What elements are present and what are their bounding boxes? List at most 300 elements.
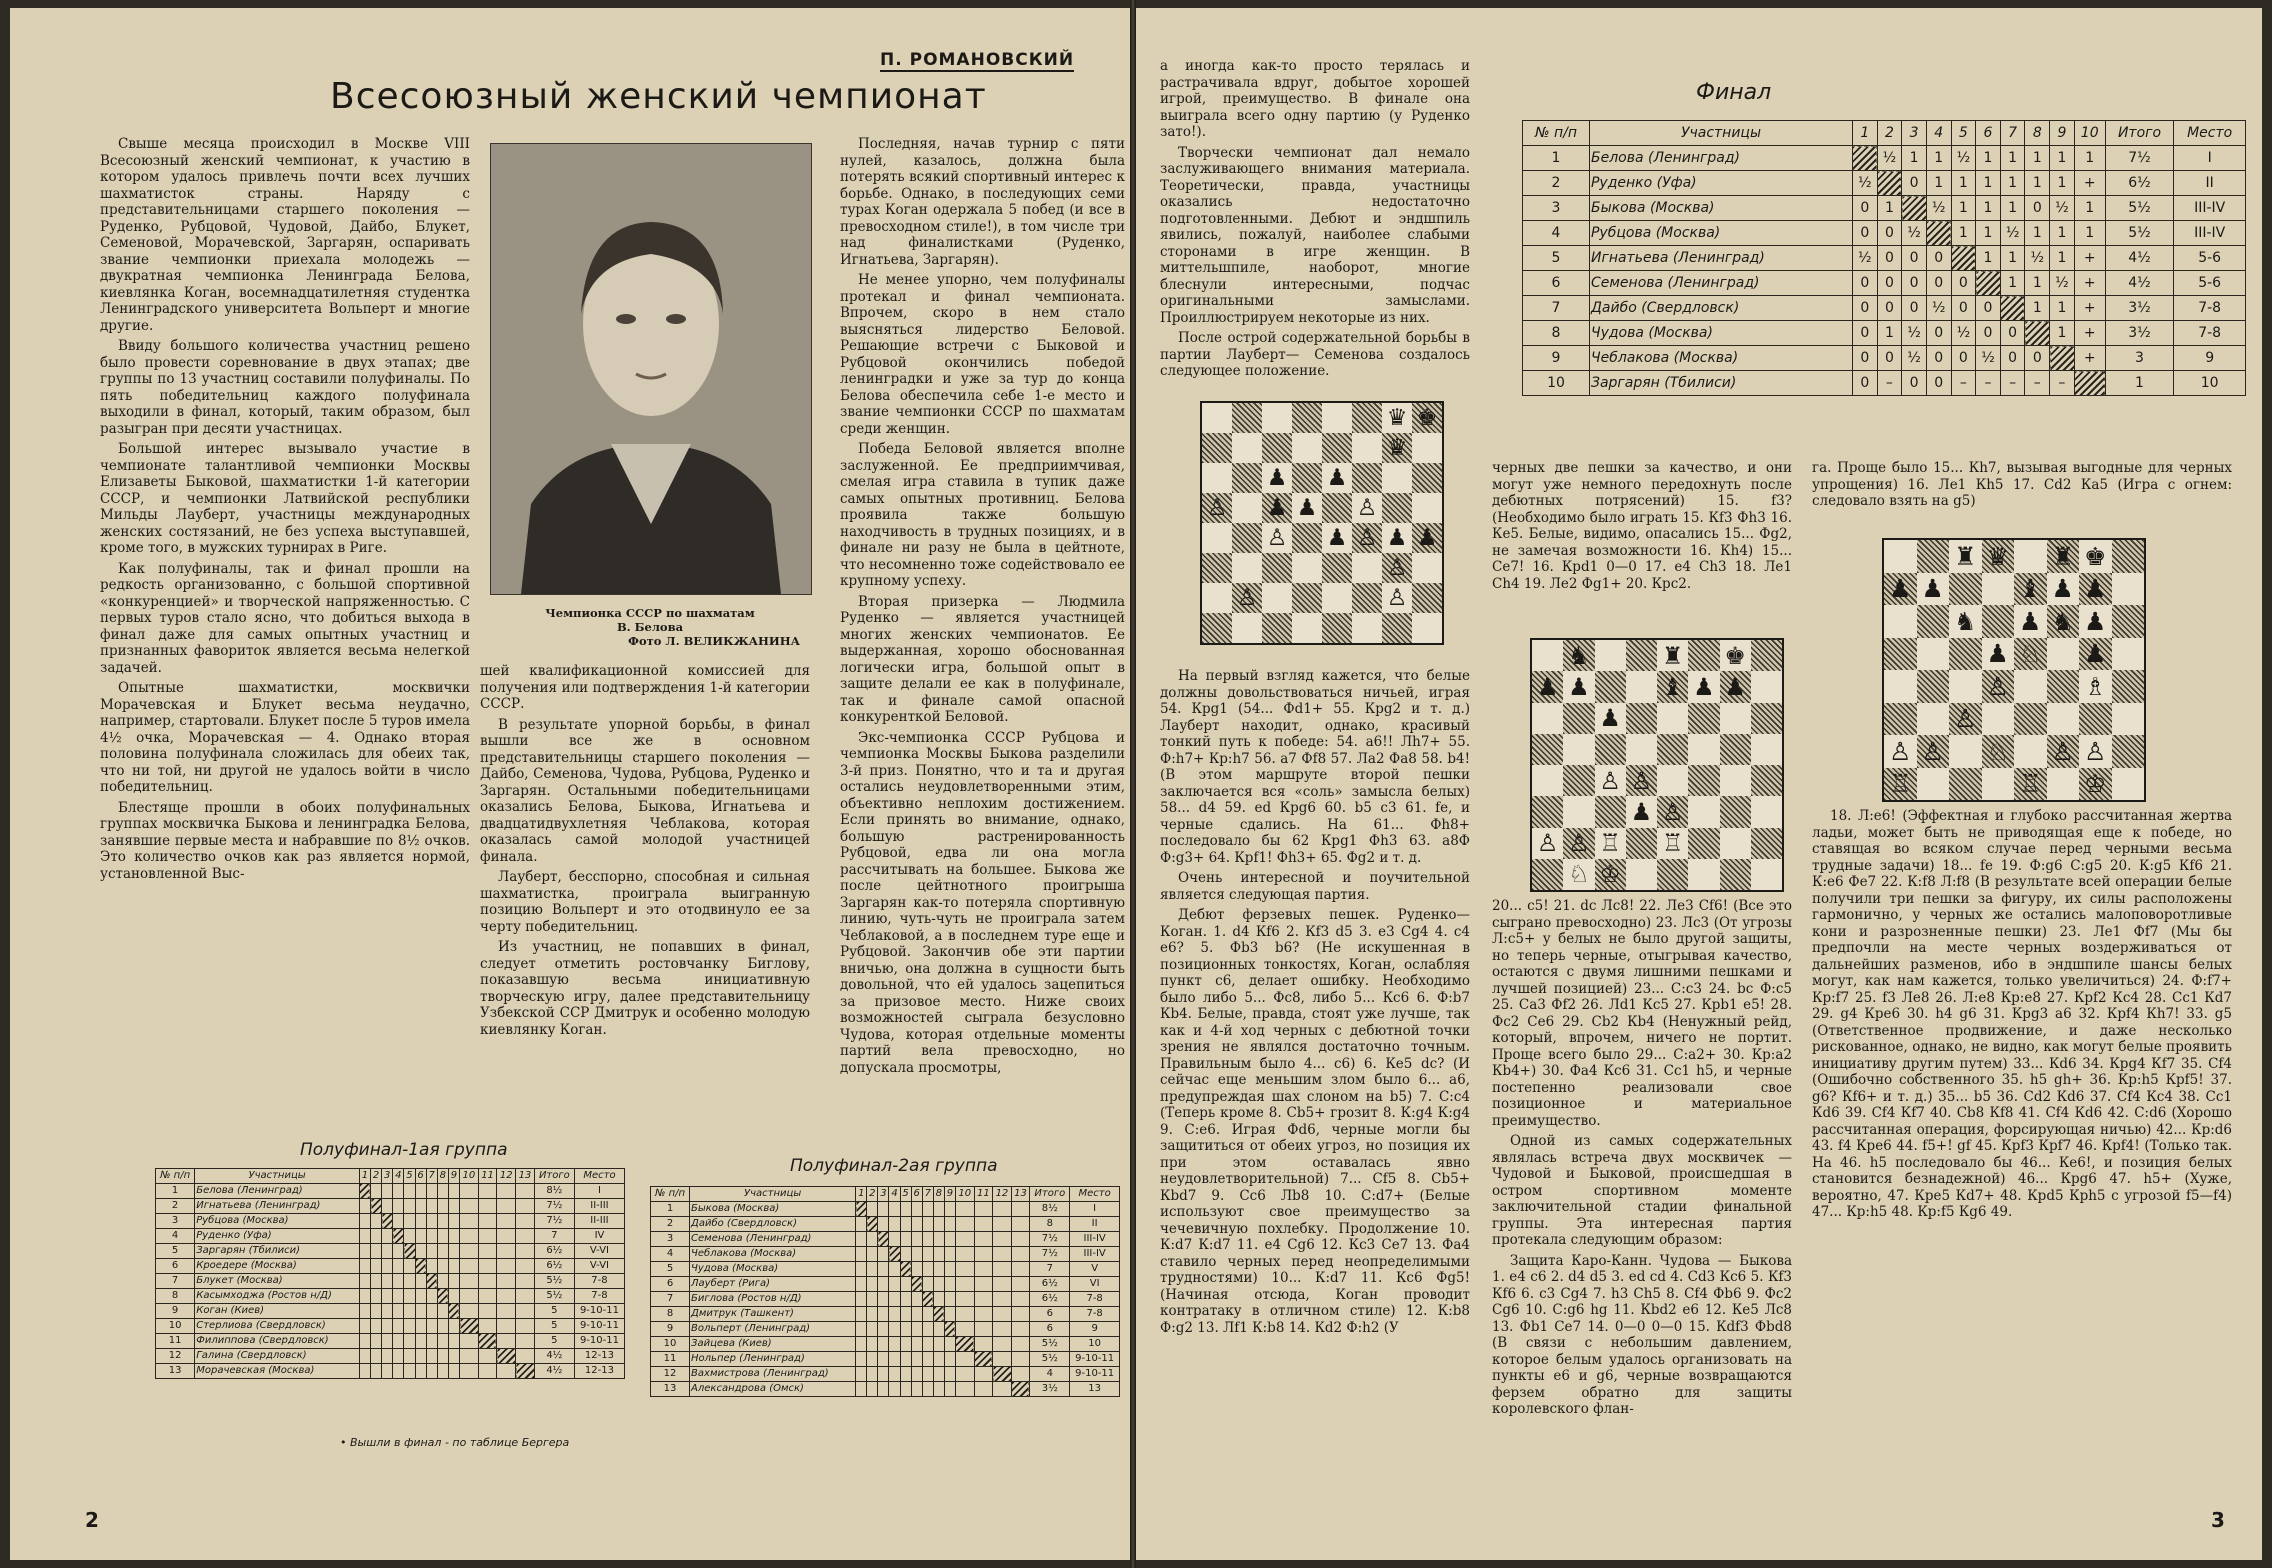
page-number: 3 xyxy=(2211,1508,2225,1532)
board-square xyxy=(1982,735,2015,768)
board-square xyxy=(1232,553,1262,583)
column-header: 13 xyxy=(1011,1187,1030,1202)
participant-name: Игнатьева (Ленинград) xyxy=(1589,246,1852,271)
score-cell xyxy=(497,1349,516,1364)
paragraph: черных две пешки за качество, и они могут уже немного передохнуть после дебютных потрясений) 15. f3? (Необходимо было играть 15. Кf3 Фh3 16. Кe5. Белые, видимо, опасались 15... Фg2, не замечая возможности 16. Кh4) 15... Сe7! 16. Крd1 0—0 17. e4 Сh3 18. Лe1 Сh4 19. Лe2 Фg1+ 20. Крc2. xyxy=(1492,460,1792,592)
chess-piece-icon: ♟ xyxy=(1536,672,1559,701)
score-cell xyxy=(974,1307,993,1322)
board-square xyxy=(1262,463,1292,493)
board-square xyxy=(1595,734,1626,765)
score-cell xyxy=(393,1289,404,1304)
score-cell xyxy=(404,1184,415,1199)
score-cell xyxy=(448,1214,459,1229)
score-cell xyxy=(404,1304,415,1319)
board-square xyxy=(1563,734,1594,765)
table-row xyxy=(156,1304,625,1319)
participant-name: Семенова (Ленинград) xyxy=(690,1232,856,1247)
board-square xyxy=(1949,605,1982,638)
score-cell xyxy=(911,1247,922,1262)
column-header: 5 xyxy=(900,1187,911,1202)
score-cell: 1 xyxy=(2050,321,2075,346)
score-cell xyxy=(974,1352,993,1367)
chess-piece-icon: ♟ xyxy=(1889,574,1912,604)
board-square xyxy=(1563,828,1594,859)
score-cell: – xyxy=(1976,371,2001,396)
score-cell xyxy=(922,1262,933,1277)
participant-name: Вольперт (Ленинград) xyxy=(690,1322,856,1337)
score-cell xyxy=(955,1352,974,1367)
board-square xyxy=(1657,859,1688,890)
board-square xyxy=(2014,768,2047,801)
score-cell xyxy=(393,1244,404,1259)
board-square xyxy=(2112,573,2145,606)
score-cell xyxy=(944,1247,955,1262)
score-cell xyxy=(974,1367,993,1382)
participant-name: Чеблакова (Москва) xyxy=(1589,346,1852,371)
place: I xyxy=(2174,146,2246,171)
score-cell xyxy=(878,1232,889,1247)
table-row xyxy=(156,1229,625,1244)
board-square xyxy=(2014,573,2047,606)
board-square xyxy=(1322,493,1352,523)
score-cell xyxy=(889,1262,900,1277)
participant-name: Чудова (Москва) xyxy=(1589,321,1852,346)
score-cell xyxy=(497,1334,516,1349)
score-cell xyxy=(955,1367,974,1382)
board-square xyxy=(1202,463,1232,493)
score-cell xyxy=(1951,246,1976,271)
board-square xyxy=(2014,670,2047,703)
participant-name: Быкова (Москва) xyxy=(690,1202,856,1217)
board-square xyxy=(1884,670,1917,703)
score-cell xyxy=(426,1319,437,1334)
score-cell xyxy=(911,1367,922,1382)
score-cell xyxy=(437,1304,448,1319)
column-header: 6 xyxy=(1976,121,2001,146)
score-cell xyxy=(404,1274,415,1289)
score-cell xyxy=(933,1217,944,1232)
score-cell xyxy=(497,1184,516,1199)
score-cell xyxy=(867,1367,878,1382)
score-cell xyxy=(497,1199,516,1214)
place: 9-10-11 xyxy=(1070,1352,1120,1367)
column-header: 10 xyxy=(460,1169,479,1184)
score-cell xyxy=(922,1322,933,1337)
board-square xyxy=(2079,638,2112,671)
score-cell xyxy=(437,1199,448,1214)
chess-piece-icon: ♙ xyxy=(2051,736,2074,766)
score-cell xyxy=(955,1277,974,1292)
score-cell xyxy=(993,1307,1012,1322)
place: III-IV xyxy=(2174,221,2246,246)
place: III-IV xyxy=(1070,1232,1120,1247)
score-cell xyxy=(856,1322,867,1337)
column-header: 8 xyxy=(437,1169,448,1184)
score-cell xyxy=(900,1217,911,1232)
place: 7-8 xyxy=(574,1289,624,1304)
board-square xyxy=(2079,703,2112,736)
table-row xyxy=(156,1319,625,1334)
column-header: 6 xyxy=(415,1169,426,1184)
place: II-III xyxy=(574,1199,624,1214)
score-cell xyxy=(393,1259,404,1274)
score-cell xyxy=(933,1307,944,1322)
score-cell: 1 xyxy=(2000,171,2025,196)
score-cell: ½ xyxy=(1852,171,1877,196)
score-cell xyxy=(460,1229,479,1244)
board-square xyxy=(1751,859,1782,890)
score-cell: 0 xyxy=(1852,321,1877,346)
chess-piece-icon: ♛ xyxy=(1986,541,2009,571)
chess-piece-icon: ♟ xyxy=(1326,524,1348,551)
score-cell: 0 xyxy=(1926,271,1951,296)
score-cell: + xyxy=(2074,321,2105,346)
place: 5-6 xyxy=(2174,271,2246,296)
board-square xyxy=(1949,573,1982,606)
score-cell xyxy=(974,1217,993,1232)
board-square xyxy=(1202,433,1232,463)
score-cell xyxy=(2074,371,2105,396)
score-cell xyxy=(911,1382,922,1397)
score-cell xyxy=(478,1349,497,1364)
score-cell xyxy=(878,1262,889,1277)
chess-diagram-chudova-bykova xyxy=(1882,538,2146,802)
score-cell xyxy=(944,1322,955,1337)
column-header: 13 xyxy=(516,1169,535,1184)
board-square xyxy=(2047,573,2080,606)
board-square xyxy=(1884,703,1917,736)
score-cell xyxy=(1011,1277,1030,1292)
board-square xyxy=(1563,765,1594,796)
semifinal-2-table xyxy=(650,1186,1120,1397)
row-number: 4 xyxy=(156,1229,195,1244)
chess-piece-icon: ♜ xyxy=(1661,641,1684,670)
left-column-3 xyxy=(840,136,1125,1080)
score-cell: 1 xyxy=(1902,146,1927,171)
chess-piece-icon: ♟ xyxy=(1921,574,1944,604)
score-cell xyxy=(448,1199,459,1214)
paragraph: Очень интересной и поучительной является следующая партия. xyxy=(1160,870,1470,903)
row-number: 12 xyxy=(156,1349,195,1364)
board-square xyxy=(1751,671,1782,702)
board-square xyxy=(2112,540,2145,573)
score-cell xyxy=(900,1262,911,1277)
board-square xyxy=(1292,493,1322,523)
board-square xyxy=(1884,735,1917,768)
board-square xyxy=(1626,703,1657,734)
board-square xyxy=(1322,553,1352,583)
score-cell xyxy=(359,1199,370,1214)
score-cell xyxy=(516,1199,535,1214)
score-cell: – xyxy=(1951,371,1976,396)
right-column-3-top xyxy=(1812,460,2232,514)
board-square xyxy=(1657,734,1688,765)
board-square xyxy=(1412,493,1442,523)
table-row xyxy=(1523,346,2246,371)
score-cell xyxy=(974,1382,993,1397)
board-square xyxy=(2047,703,2080,736)
score-cell xyxy=(404,1334,415,1349)
board-square xyxy=(1720,734,1751,765)
column-header: 7 xyxy=(2000,121,2025,146)
board-square xyxy=(1982,605,2015,638)
board-square xyxy=(1595,640,1626,671)
score-cell xyxy=(889,1367,900,1382)
score-cell xyxy=(993,1202,1012,1217)
score-cell xyxy=(889,1217,900,1232)
board-square xyxy=(1292,523,1322,553)
total-points: 7½ xyxy=(2105,146,2174,171)
table-row xyxy=(156,1199,625,1214)
left-column-2 xyxy=(480,663,810,1042)
score-cell xyxy=(460,1184,479,1199)
chess-piece-icon: ♙ xyxy=(1386,584,1408,611)
score-cell xyxy=(993,1337,1012,1352)
board-square xyxy=(1688,828,1719,859)
chess-piece-icon: ♟ xyxy=(2084,606,2107,636)
board-square xyxy=(1917,540,1950,573)
score-cell xyxy=(900,1247,911,1262)
board-square xyxy=(1232,583,1262,613)
chess-piece-icon: ♟ xyxy=(1568,672,1590,701)
total-points: 3½ xyxy=(2105,296,2174,321)
score-cell: + xyxy=(2074,246,2105,271)
table-row xyxy=(651,1322,1120,1337)
board-square xyxy=(1532,765,1563,796)
board-square xyxy=(2047,735,2080,768)
board-square xyxy=(1626,859,1657,890)
place: 12-13 xyxy=(574,1364,624,1379)
score-cell xyxy=(867,1307,878,1322)
chess-piece-icon: ♙ xyxy=(1236,584,1258,611)
chess-piece-icon: ♟ xyxy=(1599,704,1621,733)
score-cell xyxy=(867,1262,878,1277)
score-cell xyxy=(878,1322,889,1337)
column-header: Место xyxy=(1070,1187,1120,1202)
score-cell xyxy=(415,1214,426,1229)
score-cell xyxy=(478,1334,497,1349)
score-cell xyxy=(382,1184,393,1199)
score-cell xyxy=(393,1214,404,1229)
chess-piece-icon: ♙ xyxy=(1889,736,1912,766)
row-number: 9 xyxy=(1523,346,1590,371)
participant-name: Лауберт (Рига) xyxy=(690,1277,856,1292)
board-square xyxy=(1982,573,2015,606)
score-cell xyxy=(889,1277,900,1292)
score-cell xyxy=(478,1259,497,1274)
score-cell xyxy=(426,1259,437,1274)
total-points: 4 xyxy=(1030,1367,1070,1382)
total-points: 5 xyxy=(534,1304,574,1319)
score-cell xyxy=(856,1202,867,1217)
place: 12-13 xyxy=(574,1349,624,1364)
score-cell xyxy=(426,1334,437,1349)
semifinal-footnote: • Вышли в финал - по таблице Бергера xyxy=(340,1436,570,1449)
row-number: 7 xyxy=(651,1292,690,1307)
score-cell xyxy=(404,1199,415,1214)
board-square xyxy=(2047,605,2080,638)
chess-piece-icon: ♟ xyxy=(2019,606,2042,636)
paragraph: га. Проще было 15... Кh7, вызывая выгодные для черных упрощения) 16. Лe1 Кh5 17. Сd2 Кa5 (Игра с огнем: следовало взять на g5) xyxy=(1812,460,2232,509)
chess-piece-icon: ♙ xyxy=(1386,554,1408,581)
page-number: 2 xyxy=(85,1508,99,1532)
score-cell xyxy=(516,1274,535,1289)
column-header: № п/п xyxy=(156,1169,195,1184)
place: III-IV xyxy=(2174,196,2246,221)
score-cell xyxy=(911,1292,922,1307)
row-number: 3 xyxy=(156,1214,195,1229)
participant-name: Зайцева (Киев) xyxy=(690,1337,856,1352)
score-cell xyxy=(922,1232,933,1247)
chess-piece-icon: ♙ xyxy=(1986,671,2009,701)
score-cell xyxy=(922,1277,933,1292)
chess-piece-icon: ♙ xyxy=(2084,736,2107,766)
board-square xyxy=(1262,523,1292,553)
chess-piece-icon: ♙ xyxy=(1599,766,1621,795)
score-cell xyxy=(415,1184,426,1199)
column-header: 3 xyxy=(1902,121,1927,146)
score-cell xyxy=(933,1232,944,1247)
participant-name: Вахмистрова (Ленинград) xyxy=(690,1367,856,1382)
row-number: 13 xyxy=(651,1382,690,1397)
chess-piece-icon: ♖ xyxy=(1661,829,1684,858)
score-cell xyxy=(415,1349,426,1364)
score-cell xyxy=(911,1307,922,1322)
table-row xyxy=(1523,296,2246,321)
score-cell xyxy=(497,1289,516,1304)
board-square xyxy=(1563,640,1594,671)
total-points: 6½ xyxy=(1030,1277,1070,1292)
score-cell xyxy=(359,1244,370,1259)
score-cell xyxy=(371,1259,382,1274)
board-square xyxy=(1532,640,1563,671)
score-cell xyxy=(516,1244,535,1259)
total-points: 5 xyxy=(534,1319,574,1334)
chess-piece-icon: ♙ xyxy=(1921,736,1944,766)
table-row xyxy=(1523,246,2246,271)
board-square xyxy=(1202,403,1232,433)
score-cell xyxy=(448,1229,459,1244)
score-cell: 1 xyxy=(2000,271,2025,296)
board-square xyxy=(1532,796,1563,827)
column-header: Место xyxy=(574,1169,624,1184)
board-square xyxy=(2047,768,2080,801)
participant-name: Белова (Ленинград) xyxy=(1589,146,1852,171)
total-points: 4½ xyxy=(2105,246,2174,271)
score-cell: 1 xyxy=(2050,296,2075,321)
score-cell: 0 xyxy=(2000,346,2025,371)
board-square xyxy=(1949,735,1982,768)
right-column-2-top xyxy=(1492,460,1792,596)
final-title: Финал xyxy=(1696,80,1772,105)
score-cell: 1 xyxy=(2000,196,2025,221)
paragraph: Не менее упорно, чем полуфиналы протекал и финал чемпионата. Впрочем, скоро в нем стало выясняться лидерство Беловой. Решающие встречи с Быковой и Рубцовой окончились победой ленинградки и уже за тур до конца Белова обеспечила себе 1-е место и звание чемпионки СССР по шахматам среди женщин. xyxy=(840,272,1125,437)
score-cell xyxy=(359,1349,370,1364)
chess-piece-icon: ♙ xyxy=(1661,797,1684,826)
row-number: 4 xyxy=(651,1247,690,1262)
participant-name: Рубцова (Москва) xyxy=(195,1214,360,1229)
place: 9-10-11 xyxy=(574,1334,624,1349)
score-cell xyxy=(460,1319,479,1334)
score-cell: 0 xyxy=(1852,196,1877,221)
score-cell xyxy=(359,1364,370,1379)
board-square xyxy=(1352,583,1382,613)
paragraph: шей квалификационной комиссией для получения или подтверждения 1-й категории СССР. xyxy=(480,663,810,712)
paragraph: В результате упорной борьбы, в финал вышли все же в основном представительницы старшего поколения — Дайбо, Семенова, Чудова, Рубцова, Руденко и Заргарян. Остальными победительницами оказались Белова, Быкова, Игнатьева и двадцатидвухлетняя Чеблакова, которая оказалась самой молодой участницей финала. xyxy=(480,716,810,865)
score-cell xyxy=(359,1334,370,1349)
score-cell: ½ xyxy=(1902,346,1927,371)
score-cell xyxy=(437,1244,448,1259)
score-cell xyxy=(359,1274,370,1289)
score-cell xyxy=(497,1364,516,1379)
chess-piece-icon: ♗ xyxy=(2084,671,2107,701)
score-cell xyxy=(359,1184,370,1199)
column-header: 2 xyxy=(371,1169,382,1184)
board-square xyxy=(1202,583,1232,613)
board-square xyxy=(1202,553,1232,583)
paragraph: Свыше месяца происходил в Москве VIII Всесоюзный женский чемпионат, к участию в котором удалось привлечь почти всех лучших шахматисток страны. Наряду с представительницами старшего поколения —Руденко, Рубцовой, Чудовой, Дайбо, Блукет, Семеновой, Морачевской, Заргарян, оспаривать звание чемпионки приехала молодежь — двукратная чемпионка Ленинграда Белова, киевлянка Коган, восемнадцатилетняя студентка Ленинградского университета Вольперт и многие другие. xyxy=(100,136,470,334)
total-points: 7½ xyxy=(1030,1247,1070,1262)
score-cell xyxy=(878,1337,889,1352)
board-square xyxy=(1688,671,1719,702)
score-cell xyxy=(933,1277,944,1292)
row-number: 8 xyxy=(1523,321,1590,346)
score-cell xyxy=(415,1229,426,1244)
score-cell: 1 xyxy=(2000,246,2025,271)
score-cell xyxy=(460,1214,479,1229)
chess-piece-icon: ♙ xyxy=(1206,494,1228,521)
board-square xyxy=(1751,734,1782,765)
board-square xyxy=(1292,433,1322,463)
score-cell xyxy=(993,1367,1012,1382)
chess-piece-icon: ♚ xyxy=(2084,541,2107,571)
score-cell xyxy=(974,1277,993,1292)
chess-piece-icon: ♟ xyxy=(1693,672,1715,701)
score-cell: 1 xyxy=(1976,196,2001,221)
score-cell xyxy=(393,1334,404,1349)
score-cell: 1 xyxy=(2050,246,2075,271)
board-square xyxy=(1917,573,1950,606)
score-cell xyxy=(933,1337,944,1352)
column-header: 12 xyxy=(993,1187,1012,1202)
score-cell xyxy=(393,1199,404,1214)
board-square xyxy=(2112,605,2145,638)
paragraph: Дебют ферзевых пешек. Руденко—Коган. 1. d4 Кf6 2. Кf3 d5 3. e3 Сg4 4. c4 e6? 5. Фb3 b6? (Не искушенная в позиционных тонкостях, Коган, ослабляя пункт с6, делает ошибку. Необходимо было либо 5... Фc8, либо 5... Кc6 6. Ф:b7 Кb4. Белые, правда, стоят уже лучше, так как и 4-й ход черных с дебютной точки зрения не являлся достаточно точным. Правильным было 4... c6) 6. Кe5 dc? (И сейчас еще меньшим злом было 6... a6, предупреждая шах слоном на b5) 7. С:c4 (Теперь кроме 8. Сb5+ грозит 8. К:g4 К:g4 9. С:e6. Играя Фd6, черные могли бы защититься от обеих угроз, но позиция их при этом оставалась явно неудовлетворительной) 7... Сf5 8. Сb5+ Кbd7 9. Сc6 Лb8 10. С:d7+ (Белые используют свое преимущество за чечевичную похлебку. Продолжение 10. К:d7 К:d7 11. e4 Сg6 12. Кс3 Сe7 13. Фa4 ставило черных перед неопределимыми трудностями) 10... К:d7 11. Кc6 Фg5! (Начиная отсюда, Коган проводит контратаку в отличном стиле) 12. К:b8 Ф:g2 13. Лf1 К:b8 14. Кd2 Ф:h2 (У xyxy=(1160,907,1470,1336)
score-cell xyxy=(448,1364,459,1379)
score-cell: 0 xyxy=(1976,296,2001,321)
participant-name: Дайбо (Свердловск) xyxy=(1589,296,1852,321)
board-square xyxy=(2014,638,2047,671)
chess-piece-icon: ♔ xyxy=(1599,860,1621,889)
total-points: 7½ xyxy=(1030,1232,1070,1247)
score-cell xyxy=(497,1319,516,1334)
place: V-VI xyxy=(574,1259,624,1274)
board-square xyxy=(1917,735,1950,768)
score-cell xyxy=(359,1214,370,1229)
board-square xyxy=(1232,493,1262,523)
chess-piece-icon: ♝ xyxy=(1661,672,1684,701)
board-square xyxy=(1884,540,1917,573)
score-cell xyxy=(415,1304,426,1319)
score-cell xyxy=(944,1202,955,1217)
score-cell xyxy=(993,1262,1012,1277)
chess-diagram-laubert-semenova xyxy=(1200,401,1444,645)
paragraph: 20... c5! 21. dc Лc8! 22. Лe3 Сf6! (Все это сыграно превосходно) 23. Лc3 (От угрозы Л:c5+ у белых не было другой защиты, но теперь черные, отыгрывая качество, остаются с двумя лишними пешками и лучшей позицией) 23... С:c3 24. bc Ф:c5 25. Сa3 Фf2 26. Лd1 Кc5 27. Крb1 e5! 28. Фc2 Сe6 29. Сb2 Кb4 (Ненужный рейд, который, впрочем, ничего не портит. Проще всего было 29... С:a2+ 30. Кр:a2 Кb4+) 30. Фa4 Кc6 31. Сc1 h5, и черные постепенно реализовали свое позиционное и материальное преимущество. xyxy=(1492,898,1792,1129)
table-row xyxy=(651,1307,1120,1322)
row-number: 9 xyxy=(156,1304,195,1319)
score-cell xyxy=(955,1217,974,1232)
board-square xyxy=(1322,433,1352,463)
